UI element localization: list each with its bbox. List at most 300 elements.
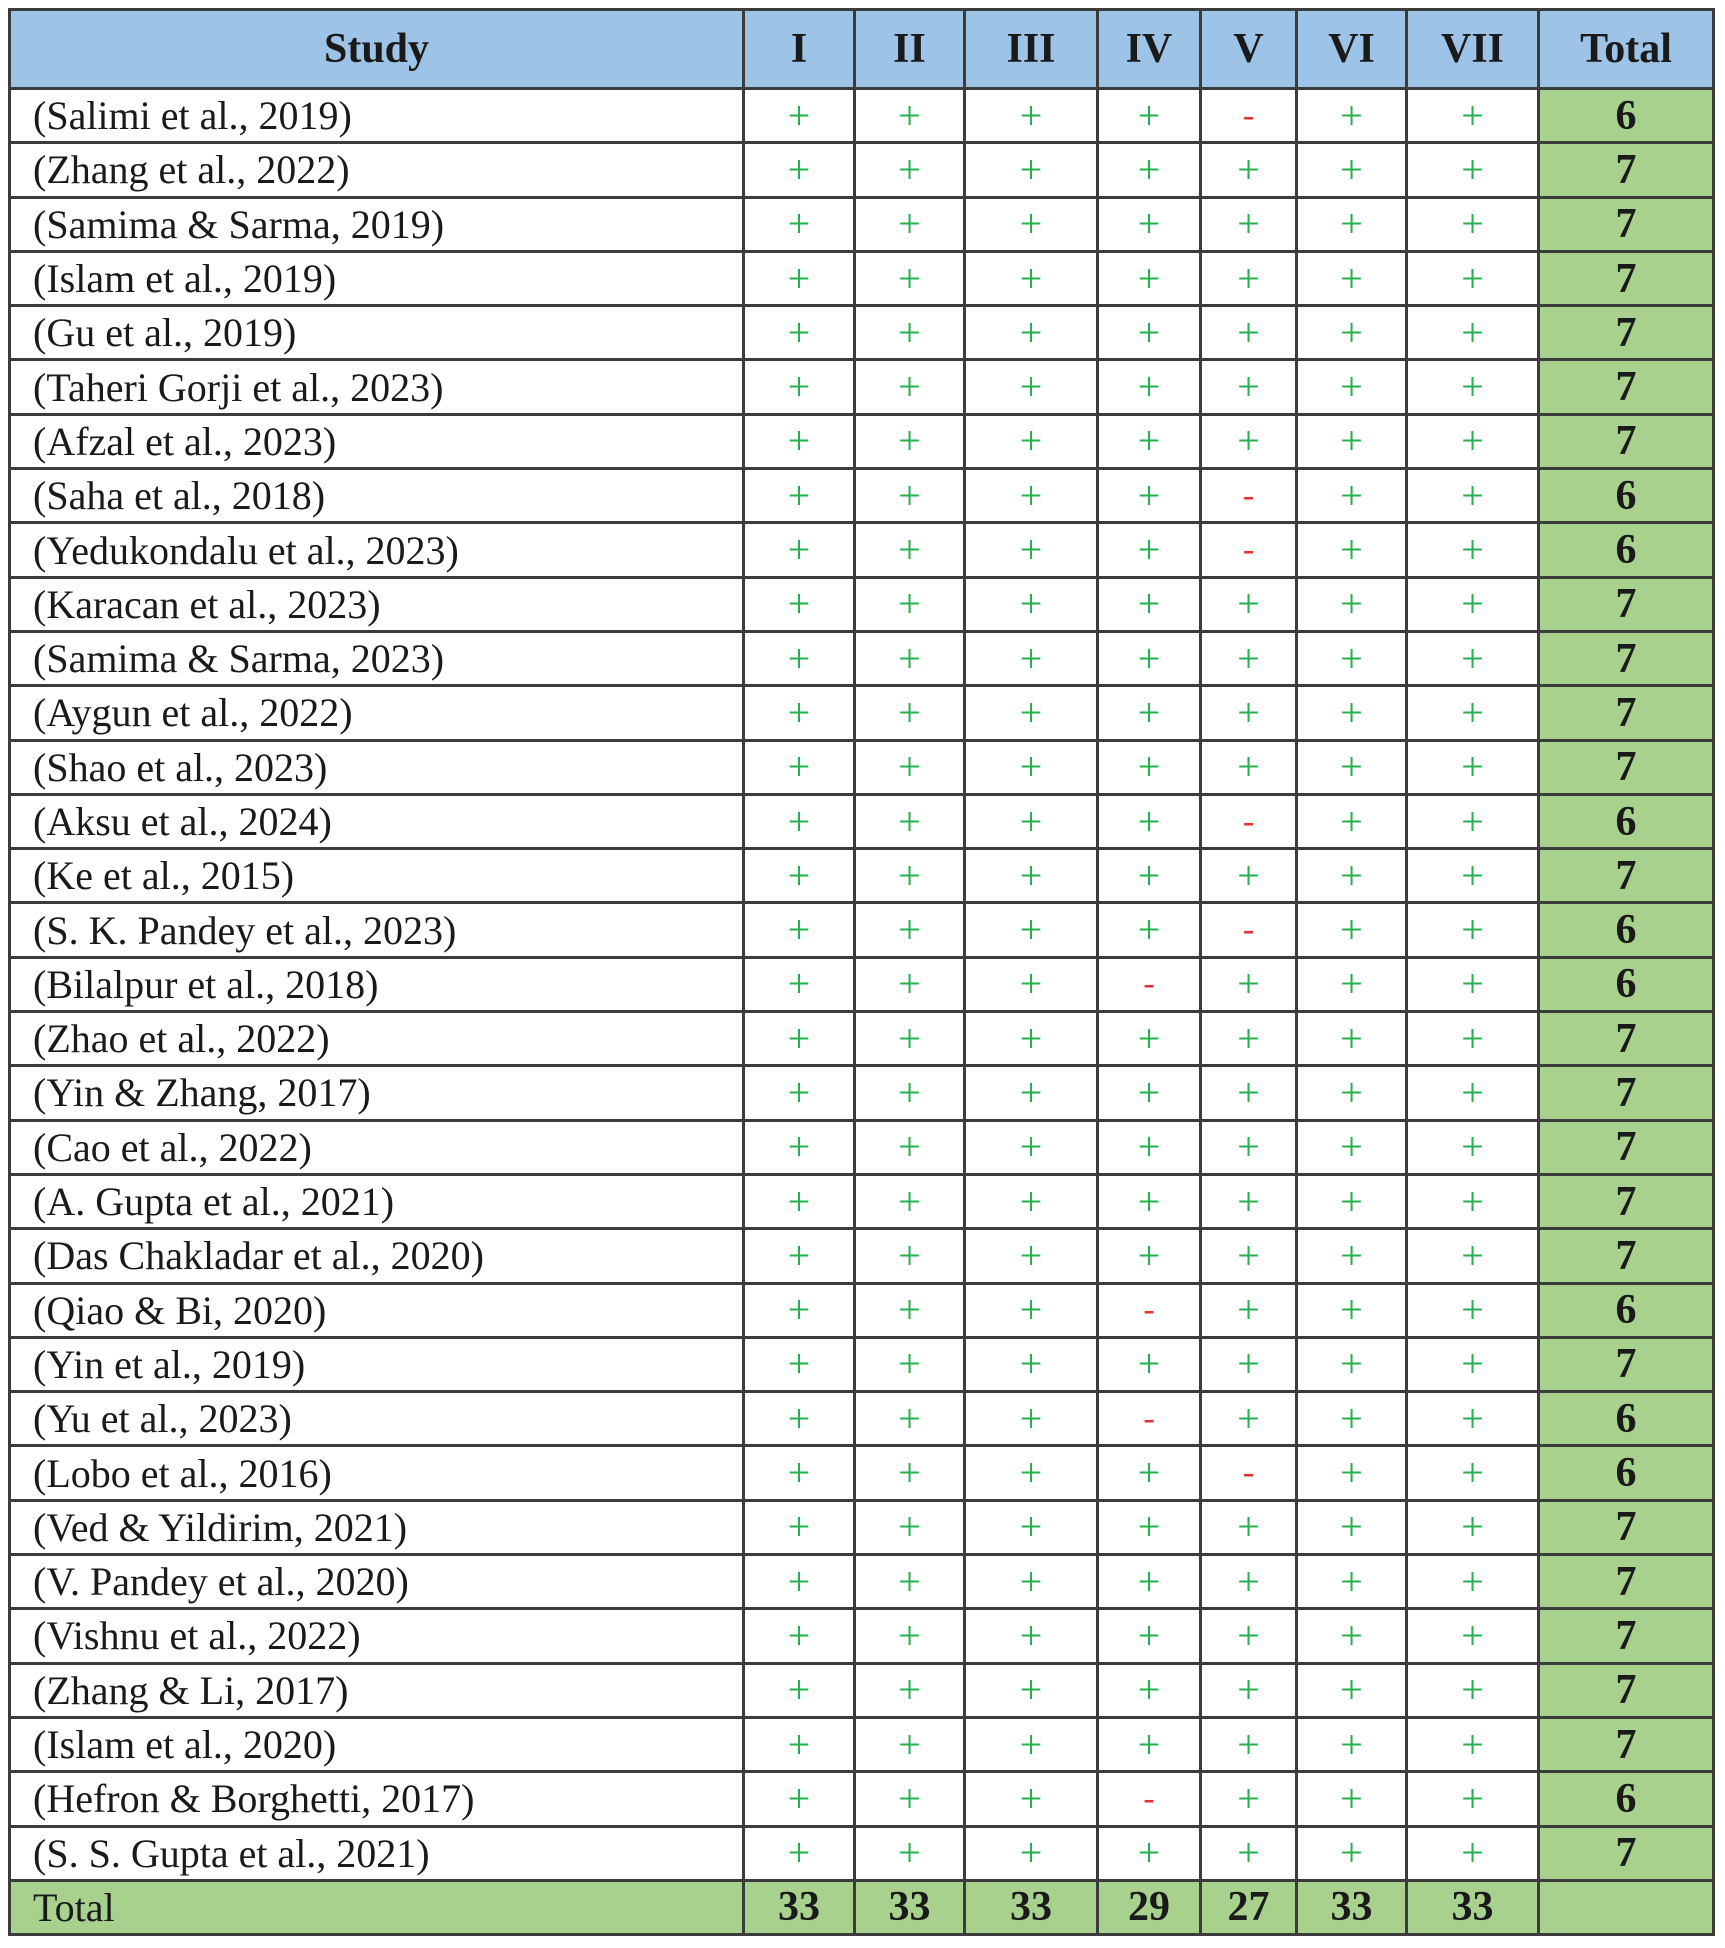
criterion-met-mark: + bbox=[1297, 686, 1407, 740]
header-criterion-iv: IV bbox=[1098, 10, 1201, 89]
criterion-met-mark: + bbox=[1297, 1446, 1407, 1500]
table-row bbox=[10, 740, 1714, 794]
footer-total-ii: 33 bbox=[855, 1880, 965, 1934]
row-total-cell: 6 bbox=[1539, 794, 1714, 848]
criterion-met-mark: + bbox=[855, 1392, 965, 1446]
criterion-met-mark: + bbox=[1407, 631, 1539, 685]
criterion-met-mark: + bbox=[744, 414, 855, 468]
criterion-met-mark: + bbox=[1201, 1392, 1297, 1446]
table-row bbox=[10, 957, 1714, 1011]
criterion-met-mark: + bbox=[1297, 1066, 1407, 1120]
criterion-met-mark: + bbox=[1297, 903, 1407, 957]
study-cell: (Yin et al., 2019) bbox=[10, 1337, 744, 1391]
study-cell: (Qiao & Bi, 2020) bbox=[10, 1283, 744, 1337]
criterion-unmet-mark: - bbox=[1201, 903, 1297, 957]
criterion-met-mark: + bbox=[1297, 523, 1407, 577]
study-cell: (A. Gupta et al., 2021) bbox=[10, 1174, 744, 1228]
table-row bbox=[10, 1066, 1714, 1120]
criterion-met-mark: + bbox=[744, 1717, 855, 1771]
study-cell: (Yedukondalu et al., 2023) bbox=[10, 523, 744, 577]
criterion-met-mark: + bbox=[744, 1174, 855, 1228]
criterion-met-mark: + bbox=[855, 740, 965, 794]
row-total-cell: 6 bbox=[1539, 1283, 1714, 1337]
criterion-met-mark: + bbox=[1297, 1500, 1407, 1554]
header-criterion-ii: II bbox=[855, 10, 965, 89]
criterion-met-mark: + bbox=[855, 197, 965, 251]
criterion-unmet-mark: - bbox=[1098, 957, 1201, 1011]
table-row bbox=[10, 523, 1714, 577]
criterion-met-mark: + bbox=[855, 1555, 965, 1609]
criterion-met-mark: + bbox=[1201, 1717, 1297, 1771]
study-cell: (Bilalpur et al., 2018) bbox=[10, 957, 744, 1011]
criterion-met-mark: + bbox=[855, 1500, 965, 1554]
criterion-met-mark: + bbox=[1297, 1283, 1407, 1337]
study-cell: (Ke et al., 2015) bbox=[10, 849, 744, 903]
criterion-met-mark: + bbox=[1297, 1120, 1407, 1174]
criterion-met-mark: + bbox=[1098, 143, 1201, 197]
footer-total-label: Total bbox=[10, 1880, 744, 1934]
criterion-met-mark: + bbox=[1201, 1120, 1297, 1174]
row-total-cell: 7 bbox=[1539, 1717, 1714, 1771]
criterion-met-mark: + bbox=[1407, 740, 1539, 794]
header-criterion-v: V bbox=[1201, 10, 1297, 89]
criterion-met-mark: + bbox=[1201, 1012, 1297, 1066]
criterion-met-mark: + bbox=[1407, 849, 1539, 903]
criterion-met-mark: + bbox=[1407, 1609, 1539, 1663]
criterion-met-mark: + bbox=[1201, 1337, 1297, 1391]
header-study: Study bbox=[10, 10, 744, 89]
criterion-met-mark: + bbox=[1297, 740, 1407, 794]
table-row bbox=[10, 1337, 1714, 1391]
row-total-cell: 7 bbox=[1539, 1663, 1714, 1717]
criterion-met-mark: + bbox=[1297, 957, 1407, 1011]
criterion-met-mark: + bbox=[1407, 794, 1539, 848]
criterion-met-mark: + bbox=[1297, 360, 1407, 414]
row-total-cell: 7 bbox=[1539, 143, 1714, 197]
criterion-met-mark: + bbox=[744, 306, 855, 360]
criterion-met-mark: + bbox=[1201, 1663, 1297, 1717]
criterion-met-mark: + bbox=[1201, 686, 1297, 740]
criterion-met-mark: + bbox=[1407, 1283, 1539, 1337]
criterion-met-mark: + bbox=[744, 957, 855, 1011]
row-total-cell: 6 bbox=[1539, 1772, 1714, 1826]
header-criterion-iii: III bbox=[965, 10, 1098, 89]
row-total-cell: 7 bbox=[1539, 1500, 1714, 1554]
row-total-cell: 6 bbox=[1539, 523, 1714, 577]
criterion-met-mark: + bbox=[1201, 1555, 1297, 1609]
criterion-met-mark: + bbox=[1297, 1772, 1407, 1826]
criterion-met-mark: + bbox=[855, 1717, 965, 1771]
criterion-met-mark: + bbox=[965, 414, 1098, 468]
criterion-met-mark: + bbox=[1201, 1283, 1297, 1337]
table-row bbox=[10, 1826, 1714, 1880]
table-row bbox=[10, 251, 1714, 305]
criterion-met-mark: + bbox=[1201, 1229, 1297, 1283]
criterion-met-mark: + bbox=[1407, 251, 1539, 305]
study-cell: (Yin & Zhang, 2017) bbox=[10, 1066, 744, 1120]
criterion-met-mark: + bbox=[965, 849, 1098, 903]
criterion-met-mark: + bbox=[1297, 89, 1407, 143]
table-row bbox=[10, 794, 1714, 848]
criterion-met-mark: + bbox=[965, 89, 1098, 143]
criterion-met-mark: + bbox=[965, 686, 1098, 740]
row-total-cell: 7 bbox=[1539, 740, 1714, 794]
criterion-met-mark: + bbox=[1098, 414, 1201, 468]
criterion-met-mark: + bbox=[965, 1229, 1098, 1283]
criterion-met-mark: + bbox=[1201, 414, 1297, 468]
criterion-met-mark: + bbox=[855, 903, 965, 957]
table-row bbox=[10, 631, 1714, 685]
row-total-cell: 7 bbox=[1539, 251, 1714, 305]
study-cell: (Shao et al., 2023) bbox=[10, 740, 744, 794]
table-row bbox=[10, 686, 1714, 740]
criterion-met-mark: + bbox=[965, 903, 1098, 957]
criterion-met-mark: + bbox=[1201, 143, 1297, 197]
criterion-met-mark: + bbox=[855, 849, 965, 903]
table-row bbox=[10, 1446, 1714, 1500]
header-criterion-i: I bbox=[744, 10, 855, 89]
criterion-met-mark: + bbox=[1407, 89, 1539, 143]
criterion-met-mark: + bbox=[1407, 577, 1539, 631]
criterion-met-mark: + bbox=[965, 1555, 1098, 1609]
criterion-met-mark: + bbox=[1407, 306, 1539, 360]
criterion-met-mark: + bbox=[965, 1772, 1098, 1826]
study-cell: (Salimi et al., 2019) bbox=[10, 89, 744, 143]
criterion-met-mark: + bbox=[965, 360, 1098, 414]
table-row bbox=[10, 197, 1714, 251]
criterion-met-mark: + bbox=[1098, 1717, 1201, 1771]
criterion-met-mark: + bbox=[744, 1500, 855, 1554]
criterion-met-mark: + bbox=[1098, 1337, 1201, 1391]
criterion-met-mark: + bbox=[855, 1174, 965, 1228]
table-row bbox=[10, 414, 1714, 468]
row-total-cell: 6 bbox=[1539, 903, 1714, 957]
criterion-met-mark: + bbox=[855, 1066, 965, 1120]
criterion-met-mark: + bbox=[965, 251, 1098, 305]
study-cell: (Zhang & Li, 2017) bbox=[10, 1663, 744, 1717]
criterion-met-mark: + bbox=[855, 306, 965, 360]
criterion-met-mark: + bbox=[1297, 1392, 1407, 1446]
criterion-met-mark: + bbox=[1201, 306, 1297, 360]
criterion-met-mark: + bbox=[744, 1446, 855, 1500]
criterion-unmet-mark: - bbox=[1098, 1392, 1201, 1446]
criterion-met-mark: + bbox=[1297, 1663, 1407, 1717]
row-total-cell: 6 bbox=[1539, 1392, 1714, 1446]
row-total-cell: 6 bbox=[1539, 89, 1714, 143]
criterion-met-mark: + bbox=[1098, 631, 1201, 685]
criterion-met-mark: + bbox=[1201, 631, 1297, 685]
study-cell: (Samima & Sarma, 2019) bbox=[10, 197, 744, 251]
table-row bbox=[10, 1717, 1714, 1771]
study-cell: (Islam et al., 2019) bbox=[10, 251, 744, 305]
criterion-met-mark: + bbox=[1407, 143, 1539, 197]
table-row bbox=[10, 1609, 1714, 1663]
criterion-met-mark: + bbox=[1201, 360, 1297, 414]
criterion-met-mark: + bbox=[1407, 957, 1539, 1011]
row-total-cell: 7 bbox=[1539, 1609, 1714, 1663]
criterion-met-mark: + bbox=[965, 1066, 1098, 1120]
study-cell: (V. Pandey et al., 2020) bbox=[10, 1555, 744, 1609]
table-row bbox=[10, 1663, 1714, 1717]
table-row bbox=[10, 1012, 1714, 1066]
criterion-met-mark: + bbox=[1201, 197, 1297, 251]
criterion-met-mark: + bbox=[855, 360, 965, 414]
criterion-met-mark: + bbox=[1407, 1826, 1539, 1880]
quality-assessment-table-wrapper bbox=[8, 8, 1715, 1936]
study-cell: (Islam et al., 2020) bbox=[10, 1717, 744, 1771]
criterion-met-mark: + bbox=[1098, 1120, 1201, 1174]
table-row bbox=[10, 1283, 1714, 1337]
criterion-met-mark: + bbox=[1297, 197, 1407, 251]
criterion-met-mark: + bbox=[855, 631, 965, 685]
row-total-cell: 7 bbox=[1539, 577, 1714, 631]
row-total-cell: 7 bbox=[1539, 1066, 1714, 1120]
criterion-met-mark: + bbox=[855, 523, 965, 577]
footer-total-i: 33 bbox=[744, 1880, 855, 1934]
footer-total-iv: 29 bbox=[1098, 1880, 1201, 1934]
criterion-met-mark: + bbox=[1407, 1717, 1539, 1771]
criterion-met-mark: + bbox=[744, 251, 855, 305]
row-total-cell: 7 bbox=[1539, 414, 1714, 468]
criterion-met-mark: + bbox=[1201, 1772, 1297, 1826]
criterion-met-mark: + bbox=[744, 469, 855, 523]
criterion-met-mark: + bbox=[855, 89, 965, 143]
criterion-met-mark: + bbox=[965, 143, 1098, 197]
criterion-met-mark: + bbox=[965, 1012, 1098, 1066]
criterion-met-mark: + bbox=[1407, 1663, 1539, 1717]
criterion-met-mark: + bbox=[1201, 1066, 1297, 1120]
header-total: Total bbox=[1539, 10, 1714, 89]
table-row bbox=[10, 849, 1714, 903]
criterion-met-mark: + bbox=[1098, 1066, 1201, 1120]
criterion-met-mark: + bbox=[965, 1174, 1098, 1228]
study-cell: (Saha et al., 2018) bbox=[10, 469, 744, 523]
table-row bbox=[10, 469, 1714, 523]
criterion-met-mark: + bbox=[1098, 740, 1201, 794]
table-row bbox=[10, 1392, 1714, 1446]
criterion-met-mark: + bbox=[1407, 1012, 1539, 1066]
criterion-met-mark: + bbox=[744, 89, 855, 143]
criterion-met-mark: + bbox=[744, 1066, 855, 1120]
criterion-met-mark: + bbox=[1407, 1229, 1539, 1283]
study-cell: (Aksu et al., 2024) bbox=[10, 794, 744, 848]
criterion-unmet-mark: - bbox=[1201, 1446, 1297, 1500]
table-row bbox=[10, 1772, 1714, 1826]
row-total-cell: 7 bbox=[1539, 1229, 1714, 1283]
study-cell: (S. K. Pandey et al., 2023) bbox=[10, 903, 744, 957]
criterion-met-mark: + bbox=[965, 794, 1098, 848]
criterion-met-mark: + bbox=[744, 1772, 855, 1826]
criterion-met-mark: + bbox=[855, 469, 965, 523]
criterion-met-mark: + bbox=[1297, 631, 1407, 685]
criterion-unmet-mark: - bbox=[1098, 1772, 1201, 1826]
criterion-met-mark: + bbox=[855, 1772, 965, 1826]
criterion-met-mark: + bbox=[744, 740, 855, 794]
criterion-met-mark: + bbox=[1098, 523, 1201, 577]
criterion-met-mark: + bbox=[744, 360, 855, 414]
criterion-met-mark: + bbox=[1098, 577, 1201, 631]
criterion-met-mark: + bbox=[965, 957, 1098, 1011]
criterion-met-mark: + bbox=[1407, 686, 1539, 740]
study-cell: (Afzal et al., 2023) bbox=[10, 414, 744, 468]
criterion-met-mark: + bbox=[855, 1446, 965, 1500]
criterion-met-mark: + bbox=[965, 1392, 1098, 1446]
study-cell: (Lobo et al., 2016) bbox=[10, 1446, 744, 1500]
table-row bbox=[10, 1229, 1714, 1283]
criterion-met-mark: + bbox=[1098, 1663, 1201, 1717]
criterion-met-mark: + bbox=[1098, 1555, 1201, 1609]
criterion-met-mark: + bbox=[1201, 740, 1297, 794]
footer-total-vi: 33 bbox=[1297, 1880, 1407, 1934]
row-total-cell: 7 bbox=[1539, 849, 1714, 903]
criterion-met-mark: + bbox=[1098, 1174, 1201, 1228]
criterion-met-mark: + bbox=[1098, 903, 1201, 957]
criterion-met-mark: + bbox=[855, 1283, 965, 1337]
criterion-met-mark: + bbox=[744, 1012, 855, 1066]
criterion-met-mark: + bbox=[744, 1826, 855, 1880]
criterion-met-mark: + bbox=[1407, 1555, 1539, 1609]
header-criterion-vii: VII bbox=[1407, 10, 1539, 89]
criterion-met-mark: + bbox=[965, 1283, 1098, 1337]
criterion-met-mark: + bbox=[1407, 1120, 1539, 1174]
criterion-met-mark: + bbox=[1297, 1826, 1407, 1880]
row-total-cell: 7 bbox=[1539, 306, 1714, 360]
study-cell: (Cao et al., 2022) bbox=[10, 1120, 744, 1174]
row-total-cell: 6 bbox=[1539, 469, 1714, 523]
criterion-unmet-mark: - bbox=[1201, 794, 1297, 848]
criterion-met-mark: + bbox=[855, 1120, 965, 1174]
criterion-met-mark: + bbox=[965, 197, 1098, 251]
row-total-cell: 7 bbox=[1539, 1012, 1714, 1066]
footer-total-row bbox=[10, 1880, 1714, 1934]
criterion-met-mark: + bbox=[1098, 1500, 1201, 1554]
criterion-met-mark: + bbox=[1201, 251, 1297, 305]
criterion-met-mark: + bbox=[1098, 469, 1201, 523]
criterion-met-mark: + bbox=[1201, 1174, 1297, 1228]
row-total-cell: 7 bbox=[1539, 1826, 1714, 1880]
criterion-met-mark: + bbox=[1407, 523, 1539, 577]
criterion-met-mark: + bbox=[744, 577, 855, 631]
row-total-cell: 7 bbox=[1539, 1174, 1714, 1228]
criterion-met-mark: + bbox=[855, 143, 965, 197]
criterion-met-mark: + bbox=[744, 631, 855, 685]
criterion-met-mark: + bbox=[1297, 1174, 1407, 1228]
study-cell: (Das Chakladar et al., 2020) bbox=[10, 1229, 744, 1283]
criterion-met-mark: + bbox=[1407, 1500, 1539, 1554]
criterion-met-mark: + bbox=[1297, 577, 1407, 631]
criterion-met-mark: + bbox=[1098, 686, 1201, 740]
footer-total-vii: 33 bbox=[1407, 1880, 1539, 1934]
criterion-met-mark: + bbox=[744, 1283, 855, 1337]
study-cell: (Taheri Gorji et al., 2023) bbox=[10, 360, 744, 414]
criterion-unmet-mark: - bbox=[1201, 89, 1297, 143]
criterion-met-mark: + bbox=[855, 1609, 965, 1663]
row-total-cell: 7 bbox=[1539, 1337, 1714, 1391]
table-row bbox=[10, 360, 1714, 414]
criterion-met-mark: + bbox=[1297, 306, 1407, 360]
criterion-met-mark: + bbox=[855, 1229, 965, 1283]
criterion-met-mark: + bbox=[1297, 143, 1407, 197]
quality-assessment-table bbox=[8, 8, 1715, 1936]
study-cell: (Vishnu et al., 2022) bbox=[10, 1609, 744, 1663]
criterion-met-mark: + bbox=[744, 903, 855, 957]
criterion-met-mark: + bbox=[1098, 197, 1201, 251]
criterion-met-mark: + bbox=[1407, 360, 1539, 414]
criterion-met-mark: + bbox=[1407, 469, 1539, 523]
criterion-met-mark: + bbox=[1407, 414, 1539, 468]
criterion-met-mark: + bbox=[965, 631, 1098, 685]
study-cell: (Hefron & Borghetti, 2017) bbox=[10, 1772, 744, 1826]
criterion-met-mark: + bbox=[744, 1337, 855, 1391]
criterion-met-mark: + bbox=[855, 414, 965, 468]
criterion-met-mark: + bbox=[965, 1446, 1098, 1500]
criterion-met-mark: + bbox=[744, 1229, 855, 1283]
criterion-met-mark: + bbox=[1201, 577, 1297, 631]
criterion-met-mark: + bbox=[1407, 1772, 1539, 1826]
study-cell: (Ved & Yildirim, 2021) bbox=[10, 1500, 744, 1554]
criterion-met-mark: + bbox=[1098, 89, 1201, 143]
criterion-met-mark: + bbox=[1098, 1826, 1201, 1880]
criterion-met-mark: + bbox=[1098, 1446, 1201, 1500]
table-row bbox=[10, 143, 1714, 197]
criterion-unmet-mark: - bbox=[1201, 469, 1297, 523]
criterion-met-mark: + bbox=[1297, 1012, 1407, 1066]
criterion-met-mark: + bbox=[744, 686, 855, 740]
criterion-met-mark: + bbox=[855, 957, 965, 1011]
criterion-met-mark: + bbox=[855, 1337, 965, 1391]
criterion-met-mark: + bbox=[1297, 251, 1407, 305]
study-cell: (S. S. Gupta et al., 2021) bbox=[10, 1826, 744, 1880]
criterion-met-mark: + bbox=[1098, 360, 1201, 414]
criterion-met-mark: + bbox=[855, 794, 965, 848]
row-total-cell: 7 bbox=[1539, 631, 1714, 685]
criterion-met-mark: + bbox=[965, 1717, 1098, 1771]
criterion-met-mark: + bbox=[744, 1120, 855, 1174]
criterion-met-mark: + bbox=[855, 1012, 965, 1066]
criterion-met-mark: + bbox=[1297, 1609, 1407, 1663]
criterion-met-mark: + bbox=[1201, 1500, 1297, 1554]
criterion-met-mark: + bbox=[1297, 849, 1407, 903]
criterion-met-mark: + bbox=[1297, 1555, 1407, 1609]
header-criterion-vi: VI bbox=[1297, 10, 1407, 89]
study-cell: (Yu et al., 2023) bbox=[10, 1392, 744, 1446]
row-total-cell: 7 bbox=[1539, 197, 1714, 251]
footer-total-v: 27 bbox=[1201, 1880, 1297, 1934]
criterion-met-mark: + bbox=[855, 686, 965, 740]
criterion-met-mark: + bbox=[965, 469, 1098, 523]
row-total-cell: 7 bbox=[1539, 686, 1714, 740]
criterion-met-mark: + bbox=[1201, 957, 1297, 1011]
criterion-met-mark: + bbox=[1407, 1337, 1539, 1391]
footer-total-iii: 33 bbox=[965, 1880, 1098, 1934]
row-total-cell: 7 bbox=[1539, 1555, 1714, 1609]
criterion-met-mark: + bbox=[965, 1826, 1098, 1880]
criterion-met-mark: + bbox=[1297, 1337, 1407, 1391]
criterion-met-mark: + bbox=[744, 1555, 855, 1609]
table-row bbox=[10, 1555, 1714, 1609]
header-row bbox=[10, 10, 1714, 89]
table-row bbox=[10, 1500, 1714, 1554]
criterion-met-mark: + bbox=[965, 1609, 1098, 1663]
criterion-met-mark: + bbox=[1407, 1446, 1539, 1500]
table-row bbox=[10, 306, 1714, 360]
criterion-met-mark: + bbox=[1098, 849, 1201, 903]
row-total-cell: 6 bbox=[1539, 1446, 1714, 1500]
criterion-met-mark: + bbox=[855, 577, 965, 631]
criterion-met-mark: + bbox=[1297, 414, 1407, 468]
criterion-unmet-mark: - bbox=[1201, 523, 1297, 577]
row-total-cell: 7 bbox=[1539, 360, 1714, 414]
